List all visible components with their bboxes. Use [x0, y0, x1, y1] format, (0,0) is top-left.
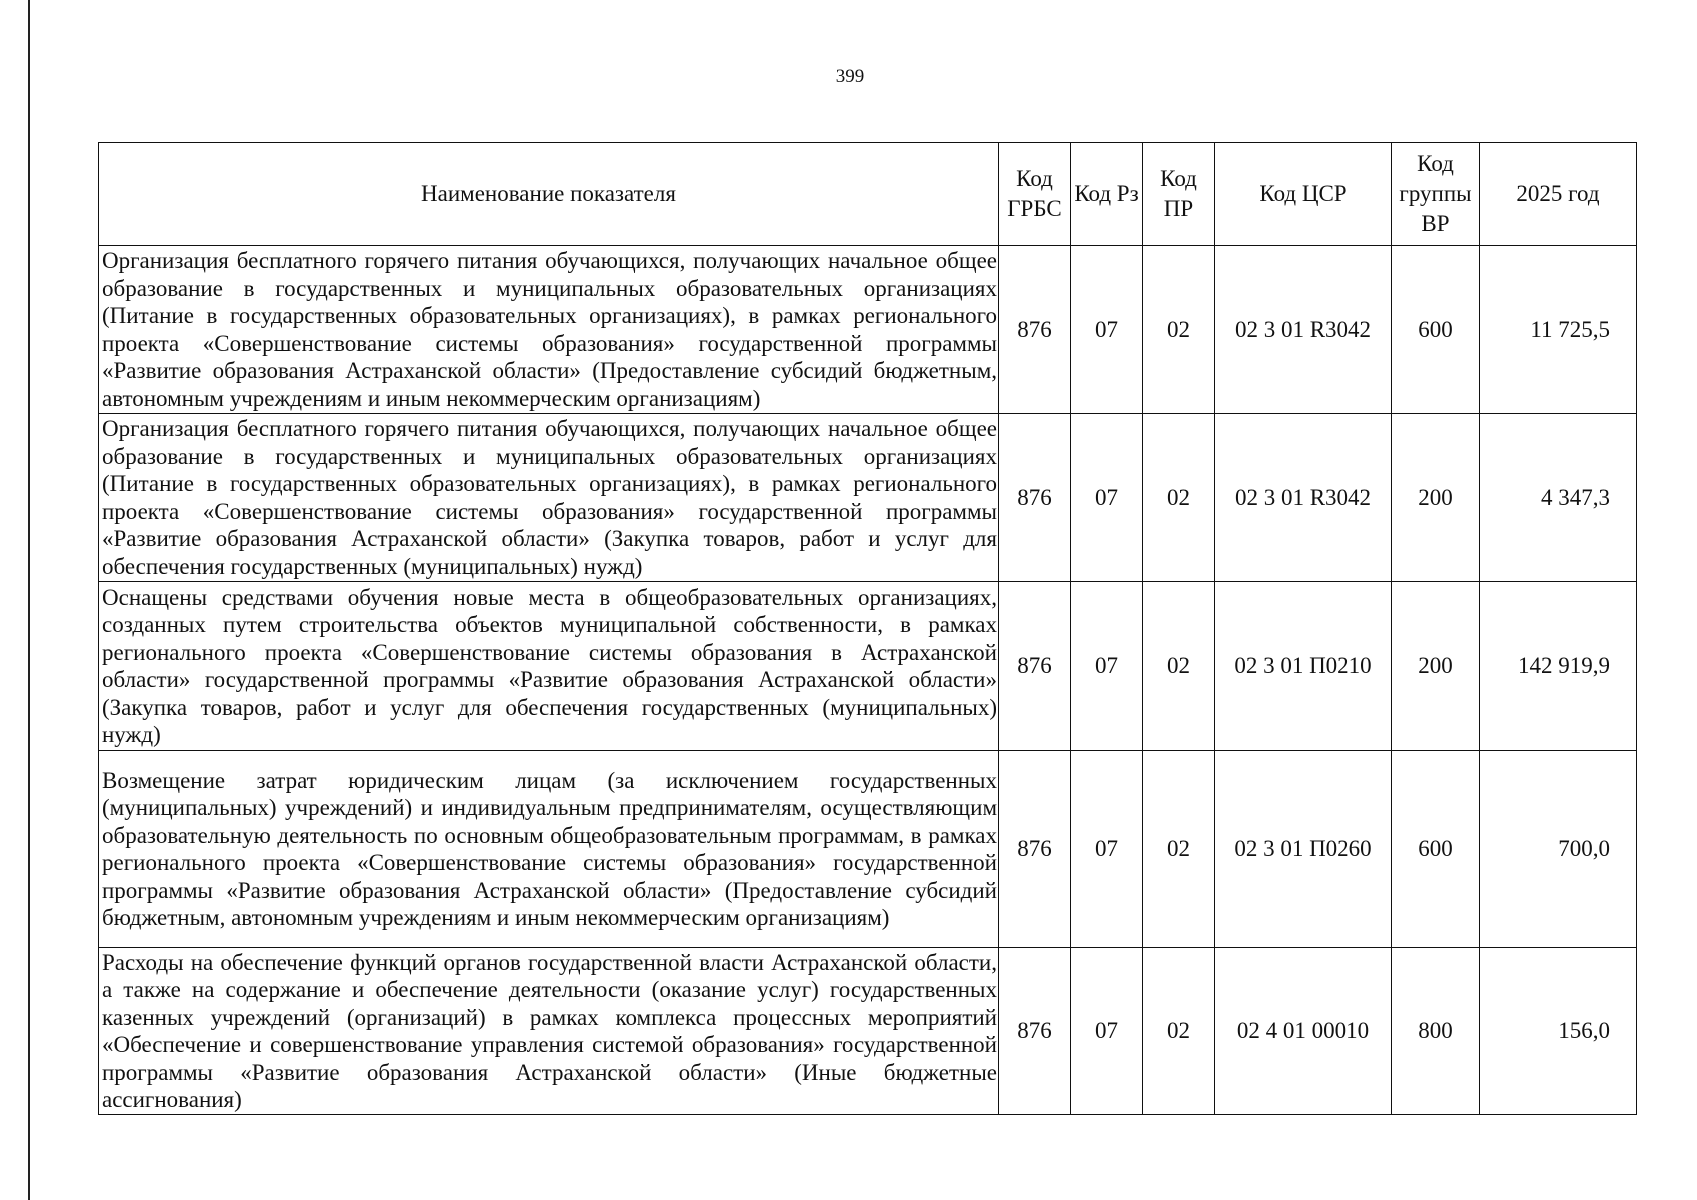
- row-csr: 02 3 01 П0260: [1215, 751, 1392, 948]
- row-vr: 600: [1392, 246, 1480, 414]
- table-row: [99, 582, 1637, 751]
- header-vr: Код группы ВР: [1392, 143, 1480, 246]
- row-amount: 4 347,3: [1480, 414, 1637, 582]
- row-pr: 02: [1143, 414, 1215, 582]
- header-csr: Код ЦСР: [1215, 143, 1392, 246]
- row-rz: 07: [1071, 751, 1143, 948]
- row-pr: 02: [1143, 582, 1215, 751]
- row-pr: 02: [1143, 246, 1215, 414]
- row-vr: 200: [1392, 414, 1480, 582]
- row-grbs: 876: [999, 246, 1071, 414]
- page-number: 399: [835, 66, 865, 87]
- binding-margin-line: [28, 0, 30, 1200]
- row-amount: 11 725,5: [1480, 246, 1637, 414]
- row-grbs: 876: [999, 751, 1071, 948]
- table-row: [99, 751, 1637, 948]
- row-rz: 07: [1071, 948, 1143, 1115]
- row-vr: 600: [1392, 751, 1480, 948]
- header-rz: Код Рз: [1071, 143, 1143, 246]
- header-grbs: Код ГРБС: [999, 143, 1071, 246]
- row-amount: 142 919,9: [1480, 582, 1637, 751]
- row-rz: 07: [1071, 582, 1143, 751]
- row-csr: 02 3 01 R3042: [1215, 246, 1392, 414]
- row-grbs: 876: [999, 948, 1071, 1115]
- row-name: Организация бесплатного горячего питания обучающихся, получающих начальное общее образование в государственных и муниципальных образовательных организациях (Питание в государственных образовательных организациях), в рамках регионального проекта «Совершенствование системы образования» государственной программы «Развитие образования Астраханской области» (Предоставление субсидий бюджетным, автономным учреждениям и иным некоммерческим организациям): [99, 246, 999, 414]
- row-csr: 02 3 01 П0210: [1215, 582, 1392, 751]
- row-csr: 02 3 01 R3042: [1215, 414, 1392, 582]
- row-vr: 200: [1392, 582, 1480, 751]
- row-pr: 02: [1143, 751, 1215, 948]
- row-grbs: 876: [999, 582, 1071, 751]
- table-row: [99, 414, 1637, 582]
- row-csr: 02 4 01 00010: [1215, 948, 1392, 1115]
- table-row: [99, 948, 1637, 1115]
- row-grbs: 876: [999, 414, 1071, 582]
- row-name: Оснащены средствами обучения новые места в общеобразовательных организациях, созданных путем строительства объектов муниципальной собственности, в рамках регионального проекта «Совершенствование системы образования в Астраханской области» государственной программы «Развитие образования Астраханской области» (Закупка товаров, работ и услуг для обеспечения государственных (муниципальных) нужд): [99, 582, 999, 751]
- row-amount: 700,0: [1480, 751, 1637, 948]
- table-row: [99, 246, 1637, 414]
- row-amount: 156,0: [1480, 948, 1637, 1115]
- row-rz: 07: [1071, 246, 1143, 414]
- row-name: Организация бесплатного горячего питания обучающихся, получающих начальное общее образование в государственных и муниципальных образовательных организациях (Питание в государственных образовательных организациях), в рамках регионального проекта «Совершенствование системы образования» государственной программы «Развитие образования Астраханской области» (Закупка товаров, работ и услуг для обеспечения государственных (муниципальных) нужд): [99, 414, 999, 582]
- budget-table: [98, 142, 1637, 1115]
- header-year: 2025 год: [1480, 143, 1637, 246]
- header-name: Наименование показателя: [99, 143, 999, 246]
- row-pr: 02: [1143, 948, 1215, 1115]
- header-pr: Код ПР: [1143, 143, 1215, 246]
- row-name: Возмещение затрат юридическим лицам (за исключением государственных (муниципальных) учреждений) и индивидуальным предпринимателям, осуществляющим образовательную деятельность по основным общеобразовательным программам, в рамках регионального проекта «Совершенствование системы образования» государственной программы «Развитие образования Астраханской области» (Предоставление субсидий бюджетным, автономным учреждениям и иным некоммерческим организациям): [99, 751, 999, 948]
- row-vr: 800: [1392, 948, 1480, 1115]
- table-header-row: [99, 143, 1637, 246]
- row-rz: 07: [1071, 414, 1143, 582]
- row-name: Расходы на обеспечение функций органов государственной власти Астраханской области, а также на содержание и обеспечение деятельности (оказание услуг) государственных казенных учреждений (организаций) в рамках комплекса процессных мероприятий «Обеспечение и совершенствование управления системой образования» государственной программы «Развитие образования Астраханской области» (Иные бюджетные ассигнования): [99, 948, 999, 1115]
